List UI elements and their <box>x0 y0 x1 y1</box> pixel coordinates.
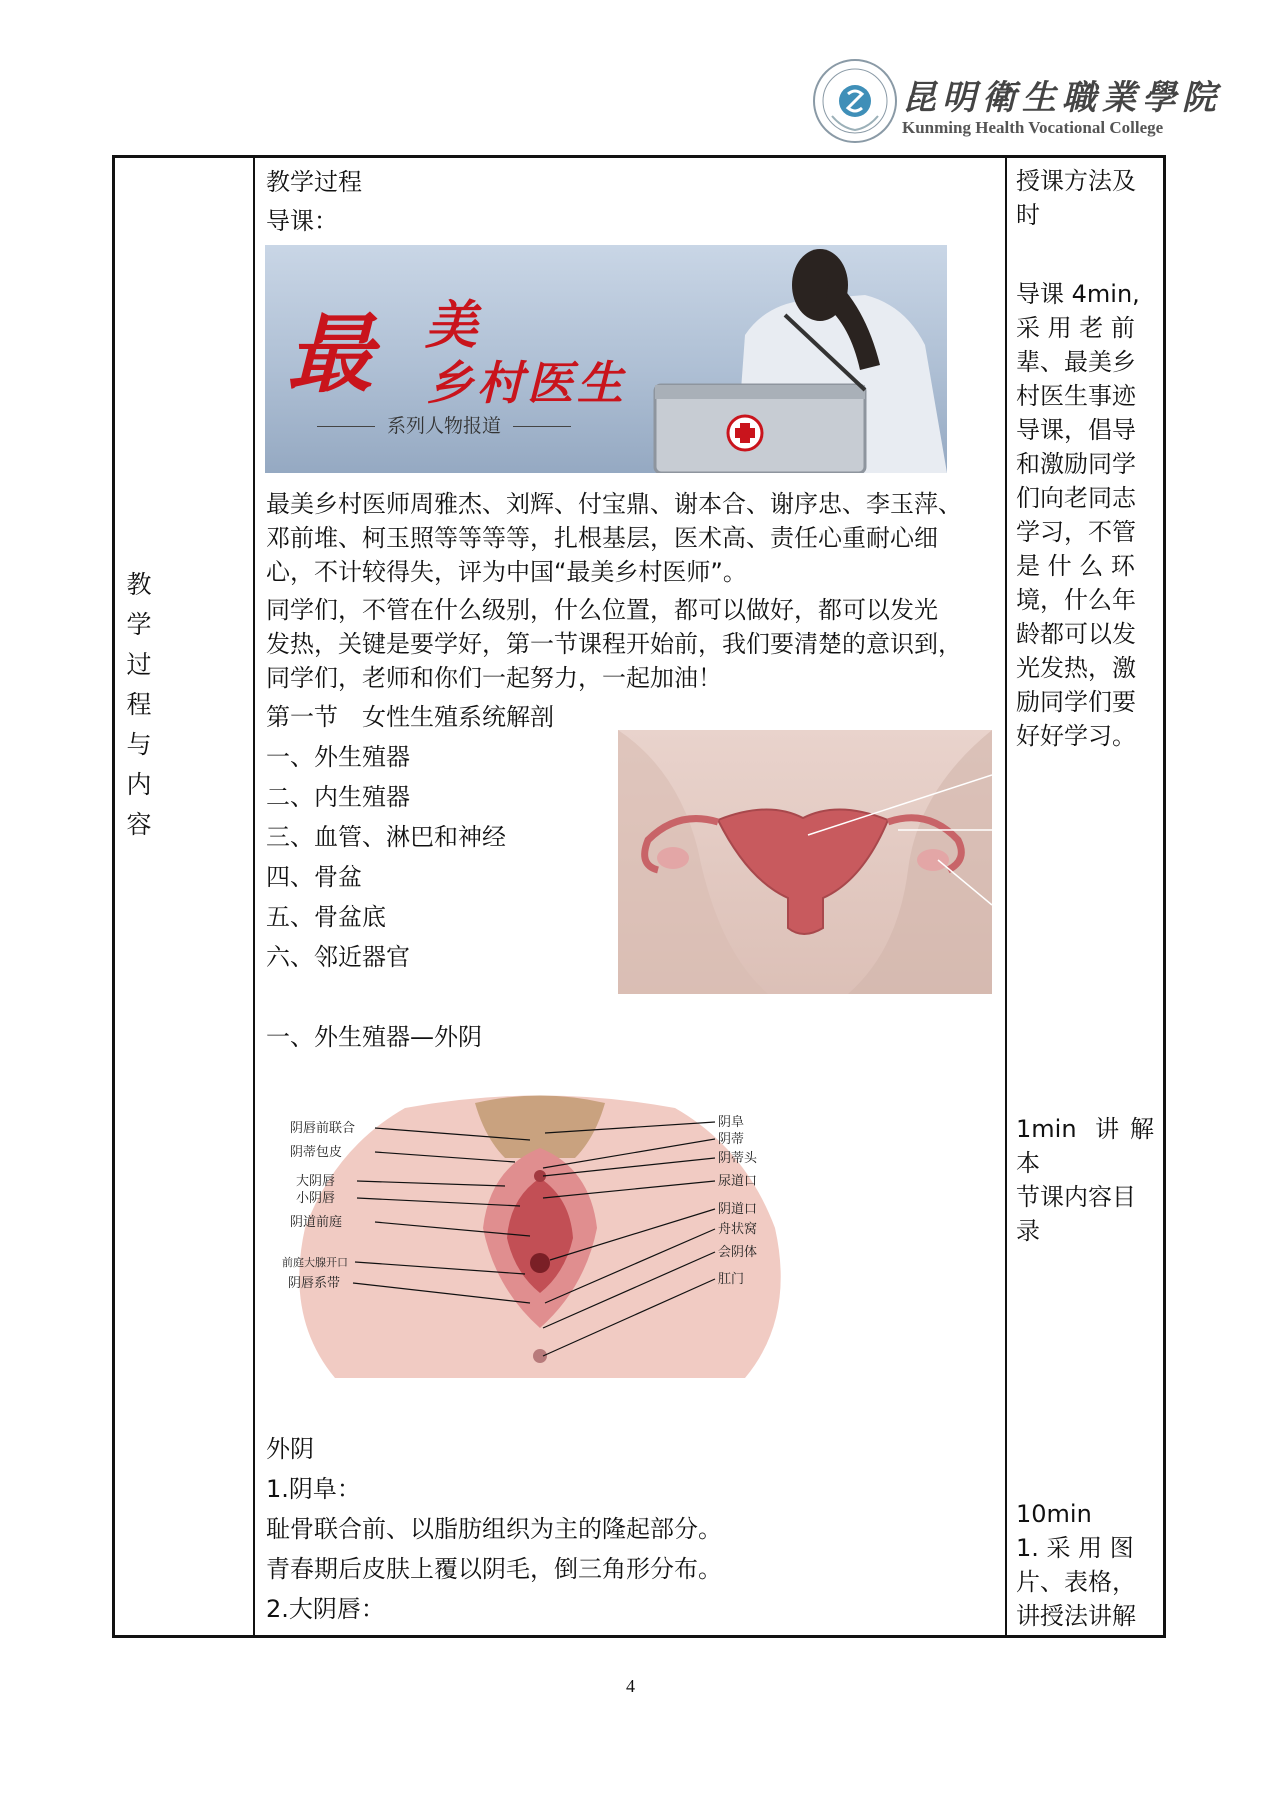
method-heading <box>1016 164 1154 232</box>
item-2: 2.大阴唇： <box>266 1595 385 1623</box>
paragraph-line: 心，不计较得失，评为中国“最美乡村医师”。 <box>266 558 747 586</box>
note-line: 好好学习。 <box>1016 722 1136 750</box>
note-line: 光发热，激 <box>1016 654 1136 682</box>
banner-subtitle <box>305 411 583 438</box>
subsection-title: 一、外生殖器—外阴 <box>266 1023 482 1051</box>
note-line: 10min <box>1016 1500 1092 1528</box>
outline-item: 四、骨盆 <box>266 863 362 891</box>
vulva-label: 阴蒂 <box>718 1132 745 1147</box>
note-line: 龄都可以发 <box>1016 620 1136 648</box>
note-line: 导课 4min, <box>1016 280 1140 308</box>
vulva-label: 尿道口 <box>718 1174 758 1189</box>
vulva-label: 大阴唇 <box>296 1174 336 1189</box>
side-label <box>124 565 154 845</box>
vulva-label: 小阴唇 <box>296 1191 336 1206</box>
intro-label: 导课： <box>266 207 338 235</box>
paragraph-line: 邓前堆、柯玉照等等等等，扎根基层，医术高、责任心重耐心细 <box>266 524 938 552</box>
note-line: 村医生事迹 <box>1016 382 1136 410</box>
outline-item: 三、血管、淋巴和神经 <box>266 823 506 851</box>
side-char: 与 <box>126 730 152 759</box>
method-heading-line: 时 <box>1016 201 1040 229</box>
method-note-2 <box>1016 1112 1154 1248</box>
item-1-line-1: 耻骨联合前、以脂肪组织为主的隆起部分。 <box>266 1515 722 1543</box>
section-title: 第一节 女性生殖系统解剖 <box>266 703 554 731</box>
note-line: 们向老同志 <box>1016 484 1136 512</box>
note-line: 1min 讲解本 <box>1016 1115 1154 1177</box>
side-char: 内 <box>126 770 152 799</box>
outline-item: 六、邻近器官 <box>266 943 410 971</box>
note-line: 1. 采 用 图 <box>1016 1534 1134 1562</box>
paragraph-line: 同学们，不管在什么级别，什么位置，都可以做好，都可以发光 <box>266 596 938 624</box>
note-line: 励同学们要 <box>1016 688 1136 716</box>
note-line: 辈、最美乡 <box>1016 348 1136 376</box>
note-line: 是 什 么 环 <box>1016 552 1135 580</box>
column-divider-2 <box>1005 155 1007 1638</box>
section-heading: 教学过程 <box>266 168 362 196</box>
note-line: 片、表格， <box>1016 1568 1136 1596</box>
paragraph-line: 同学们，老师和你们一起努力，一起加油！ <box>266 664 722 692</box>
note-line: 学习，不管 <box>1016 518 1136 546</box>
vulva-label: 舟状窝 <box>718 1222 758 1237</box>
vulva-label: 阴道前庭 <box>290 1215 343 1230</box>
side-char: 过 <box>126 650 152 679</box>
uterus-illustration <box>618 730 992 994</box>
note-line: 导课，倡导 <box>1016 416 1136 444</box>
column-divider-1 <box>253 155 255 1638</box>
paragraph-line: 最美乡村医师周雅杰、刘辉、付宝鼎、谢本合、谢序忠、李玉萍、 <box>266 490 962 518</box>
vulva-label: 肛门 <box>718 1272 745 1287</box>
note-line: 节课内容目 <box>1016 1183 1136 1211</box>
banner-title-mid: 美 <box>425 295 478 356</box>
college-logo <box>812 58 898 144</box>
banner-title-low: 乡村医生 <box>427 356 627 410</box>
vulva-label: 阴唇系带 <box>288 1276 341 1291</box>
side-char: 容 <box>126 810 152 839</box>
item-1-line-2: 青春期后皮肤上覆以阴毛，倒三角形分布。 <box>266 1555 722 1583</box>
vulva-label: 阴蒂包皮 <box>290 1145 343 1160</box>
vulva-heading: 外阴 <box>266 1435 314 1463</box>
note-line: 录 <box>1016 1217 1040 1245</box>
page-number: 4 <box>626 1676 635 1696</box>
college-name-cn: 昆明衛生職業學院 <box>902 78 1222 118</box>
paragraph-1 <box>266 487 994 589</box>
note-line: 采 用 老 前 <box>1016 314 1135 342</box>
college-name-en: Kunming Health Vocational College <box>902 118 1164 137</box>
note-line: 讲授法讲解 <box>1016 1602 1136 1630</box>
vulva-label: 阴唇前联合 <box>290 1121 356 1136</box>
item-1: 1.阴阜： <box>266 1475 361 1503</box>
side-char: 程 <box>126 690 152 719</box>
vulva-label: 阴阜 <box>718 1115 745 1130</box>
vulva-diagram <box>275 1088 805 1388</box>
vulva-label: 会阴体 <box>718 1245 758 1260</box>
paragraph-line: 发热，关键是要学好，第一节课程开始前，我们要清楚的意识到， <box>266 630 962 658</box>
note-line: 和激励同学 <box>1016 450 1136 478</box>
vulva-label: 前庭大腺开口 <box>282 1256 348 1269</box>
outline-item: 二、内生殖器 <box>266 783 410 811</box>
outline-item: 一、外生殖器 <box>266 743 410 771</box>
vulva-label: 阴道口 <box>718 1202 758 1217</box>
banner-image <box>265 245 947 473</box>
outline-item: 五、骨盆底 <box>266 903 386 931</box>
vulva-label: 阴蒂头 <box>718 1151 758 1166</box>
method-note-3 <box>1016 1497 1154 1633</box>
side-char: 学 <box>126 610 152 639</box>
paragraph-2 <box>266 593 994 695</box>
banner-subtitle-text: 系列人物报道 <box>387 415 502 437</box>
method-heading-line: 授课方法及 <box>1016 167 1136 195</box>
method-note-1 <box>1016 277 1154 753</box>
banner-title-big: 最 <box>287 304 373 405</box>
side-char: 教 <box>126 570 152 599</box>
note-line: 境，什么年 <box>1016 586 1136 614</box>
